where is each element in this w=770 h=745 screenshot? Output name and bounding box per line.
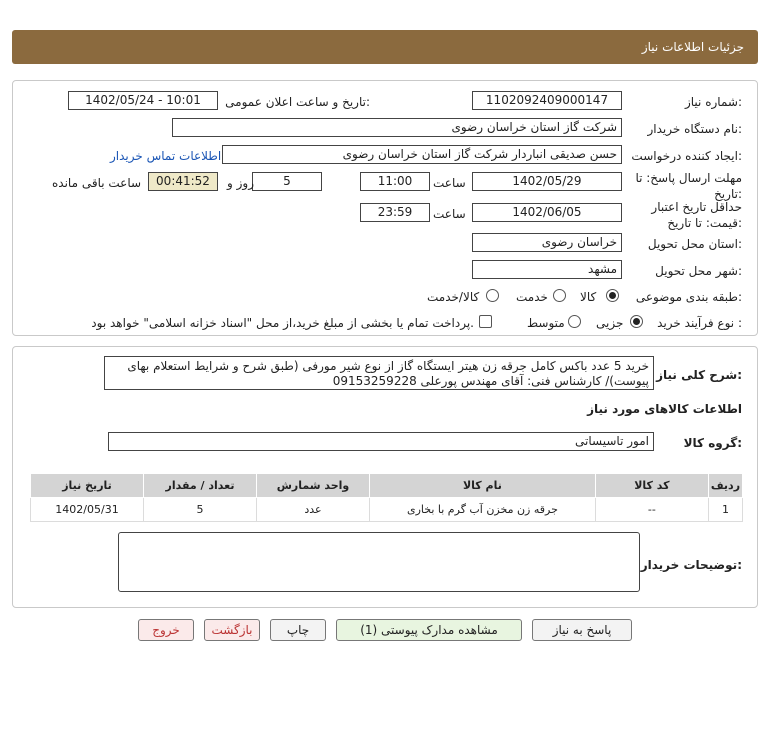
- remaining-time-label: ساعت باقی مانده: [52, 176, 142, 190]
- need-number-label: شماره نیاز:: [684, 95, 742, 109]
- page-header: [12, 30, 758, 64]
- summary-box: [104, 356, 654, 390]
- treasury-note: پرداخت تمام یا بخشی از مبلغ خرید،از محل "اسناد خزانه اسلامی" خواهد بود.: [91, 316, 474, 330]
- creator-field[interactable]: حسن صدیقی انباردار شرکت گاز استان خراسان رضوی: [222, 145, 622, 164]
- buyer-notes-label: توضیحات خریدار:: [640, 558, 742, 572]
- goods-group-field[interactable]: امور تاسیساتی: [108, 432, 654, 451]
- city-field[interactable]: مشهد: [472, 260, 622, 279]
- process-option-minor: جزیی: [596, 316, 624, 330]
- cell-code: --: [595, 498, 708, 522]
- back-button[interactable]: بازگشت: [204, 619, 260, 641]
- province-field[interactable]: خراسان رضوی: [472, 233, 622, 252]
- category-radio-goods-service[interactable]: [486, 289, 499, 302]
- category-option-goods-service: کالا/خدمت: [427, 290, 480, 304]
- reply-time-field[interactable]: 11:00: [360, 172, 430, 191]
- exit-button[interactable]: خروج: [138, 619, 194, 641]
- process-label: نوع فرآیند خرید :: [657, 316, 742, 330]
- announce-datetime-label: تاریخ و ساعت اعلان عمومی:: [225, 95, 370, 109]
- treasury-checkbox[interactable]: [479, 315, 492, 328]
- reply-time-label: ساعت: [433, 176, 466, 190]
- validity-time-field[interactable]: 23:59: [360, 203, 430, 222]
- summary-label: شرح کلی نیاز:: [656, 368, 742, 382]
- summary-text: خرید 5 عدد باکس کامل جرقه زن هیتر ایستگاه گاز از نوع شیر مورفی (طبق شرح و شرایط استعلام بهای پیوست)/ کارشناس فنی: آقای مهندس پورعلی 09153259228: [127, 359, 649, 388]
- need-number-field[interactable]: 1102092409000147: [472, 91, 622, 110]
- province-label: استان محل تحویل:: [647, 237, 742, 251]
- goods-table: [30, 473, 743, 522]
- goods-info-title: اطلاعات کالاهای مورد نیاز: [587, 402, 742, 416]
- remaining-time-field: 00:41:52: [148, 172, 218, 191]
- category-option-service: خدمت: [516, 290, 548, 304]
- validity-label: حداقل تاریخ اعتبار قیمت: تا تاریخ:: [651, 200, 742, 230]
- cell-name: جرقه زن مخزن آب گرم با بخاری: [369, 498, 595, 522]
- col-header-unit: واحد شمارش: [256, 474, 369, 498]
- validity-time-label: ساعت: [433, 207, 466, 221]
- process-radio-medium[interactable]: [568, 315, 581, 328]
- process-option-medium: متوسط: [527, 316, 565, 330]
- col-header-qty: تعداد / مقدار: [144, 474, 257, 498]
- attachments-button[interactable]: مشاهده مدارک پیوستی (1): [336, 619, 522, 641]
- cell-qty: 5: [144, 498, 257, 522]
- category-radio-service[interactable]: [553, 289, 566, 302]
- reply-date-field[interactable]: 1402/05/29: [472, 172, 622, 191]
- col-header-code: کد کالا: [595, 474, 708, 498]
- col-header-name: نام کالا: [369, 474, 595, 498]
- creator-label: ایجاد کننده درخواست:: [631, 149, 742, 163]
- table-row: [31, 498, 743, 522]
- buyer-org-field[interactable]: شرکت گاز استان خراسان رضوی: [172, 118, 622, 137]
- cell-unit: عدد: [256, 498, 369, 522]
- process-radio-minor[interactable]: [630, 315, 643, 328]
- validity-date-field[interactable]: 1402/06/05: [472, 203, 622, 222]
- cell-row-number: 1: [708, 498, 742, 522]
- city-label: شهر محل تحویل:: [655, 264, 742, 278]
- announce-datetime-field[interactable]: 1402/05/24 - 10:01: [68, 91, 218, 110]
- reply-button[interactable]: پاسخ به نیاز: [532, 619, 632, 641]
- category-radio-goods[interactable]: [606, 289, 619, 302]
- col-header-row: ردیف: [708, 474, 742, 498]
- days-field[interactable]: 5: [252, 172, 322, 191]
- days-label: روز و: [227, 176, 254, 190]
- goods-group-label: گروه کالا:: [683, 436, 742, 450]
- col-header-date: تاریخ نیاز: [31, 474, 144, 498]
- reply-deadline-label: مهلت ارسال پاسخ: تا تاریخ:: [635, 171, 742, 201]
- print-button[interactable]: چاپ: [270, 619, 326, 641]
- buyer-org-label: نام دستگاه خریدار:: [647, 122, 742, 136]
- goods-table-header-row: [31, 474, 743, 498]
- buyer-contact-link[interactable]: اطلاعات تماس خریدار: [110, 149, 222, 163]
- category-option-goods: کالا: [580, 290, 597, 304]
- buyer-notes-box[interactable]: [118, 532, 640, 592]
- category-label: طبقه بندی موضوعی:: [635, 290, 742, 304]
- page-title: جزئیات اطلاعات نیاز: [641, 40, 744, 54]
- cell-date: 1402/05/31: [31, 498, 144, 522]
